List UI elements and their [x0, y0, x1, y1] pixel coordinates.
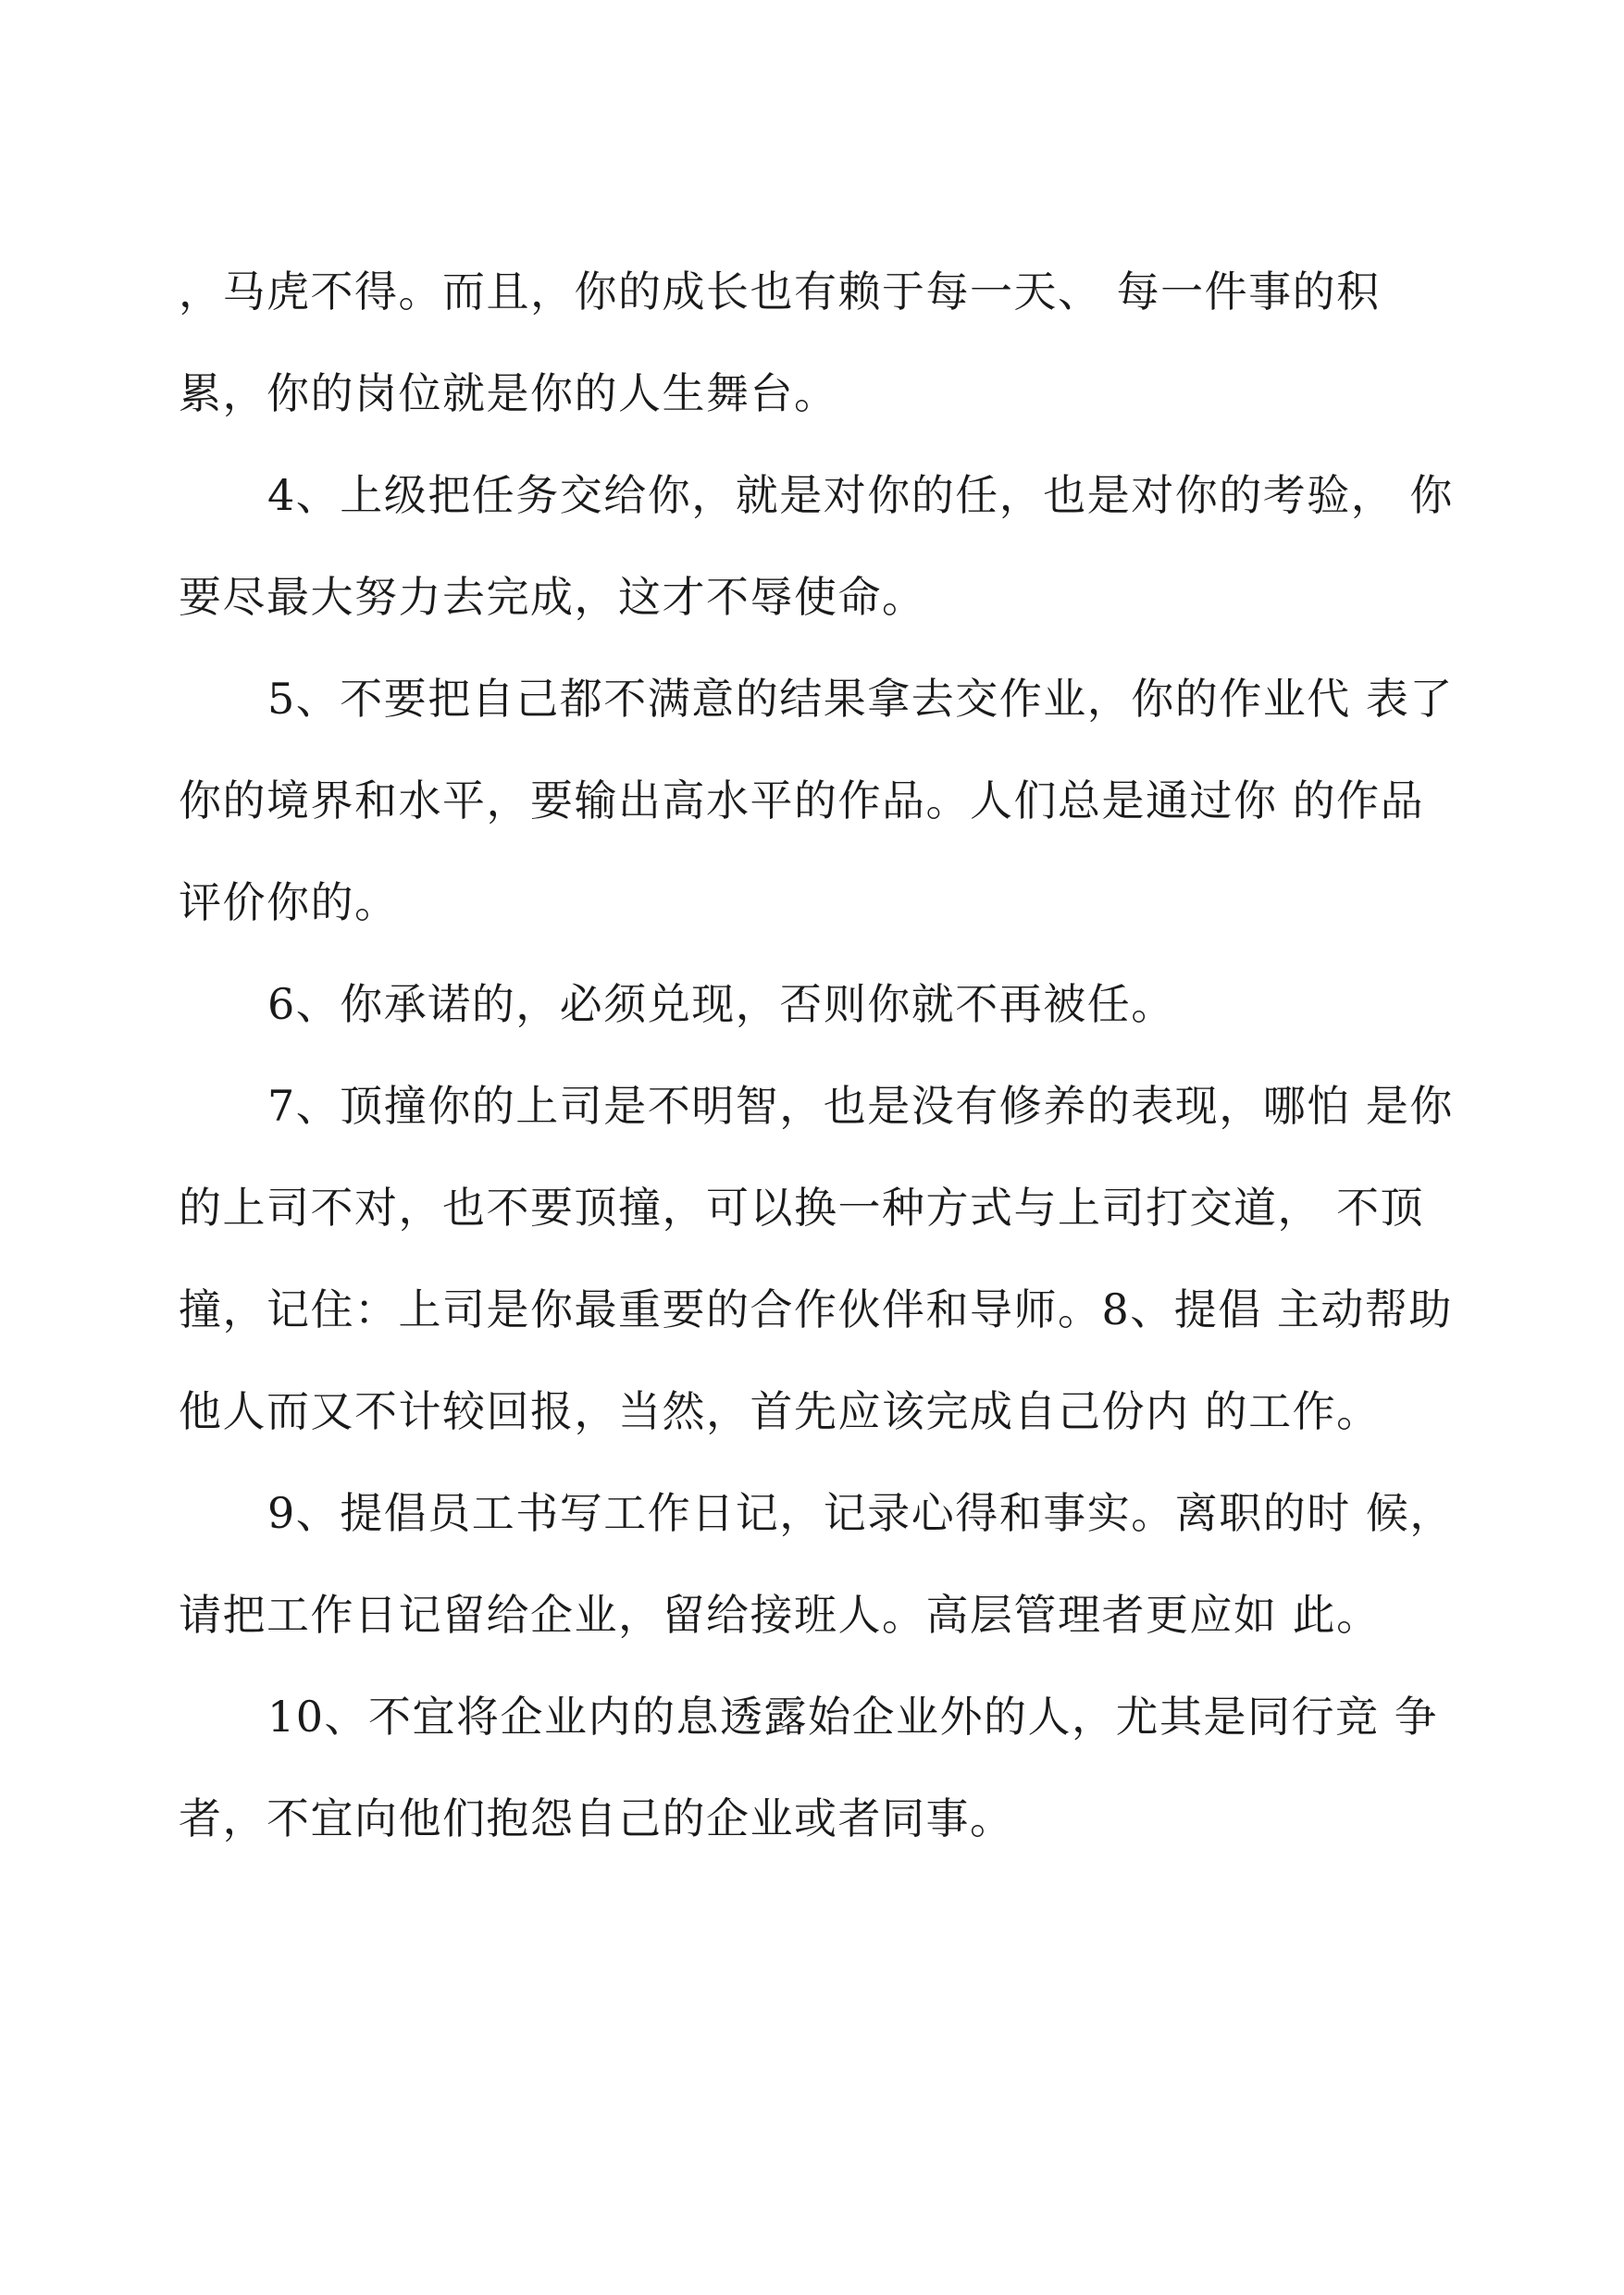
- paragraph-item-4: 4、上级把任务交给你，就是对你的任，也是对你的考验， 你要尽最大努力去完成，这才不辱使命。: [179, 470, 1454, 622]
- paragraph-item-6: 6、你承诺的，必须兑现，否则你就不再被任。: [267, 979, 1175, 1029]
- paragraph-item-10: 10、不宜将企业内的息透露始企业外的人，尤其是同行竞 争者，不宜向他们抱怨自己的企业或者同事。: [179, 1692, 1439, 1843]
- paragraph-item-5: 5、不要把自己都不满意的结果拿去交作业，你的作业代 表了你的境界和水平，要输出高水平的作品。人们总是通过你 的作品评价你的。: [179, 674, 1454, 927]
- document-body: [179, 241, 1467, 1869]
- paragraph-item-9: 9、提倡员工书写工作日记，记录心得和事实。离职的时 候，请把工作日记留给企业，留给接班人。高层管理者更应如 此。: [179, 1488, 1454, 1640]
- paragraph-continuation: ，马虎不得。而且，你的成长也有赖于每一天、 每一件事的积累，你的岗位就是你的人生舞台。: [179, 267, 1381, 418]
- paragraph-item-7: 7、顶撞你的上司是不明智，也是没有修养的表现，哪怕 是你的上司不对，也不要顶撞，可以换一种方式与上司打交道， 不顶撞，记住：上司是你最重要的合作伙伴和导师。8、提倡 主动帮助他人而又不计较回报，当然，首先应该完成自己份内 的工作。: [179, 1081, 1454, 1436]
